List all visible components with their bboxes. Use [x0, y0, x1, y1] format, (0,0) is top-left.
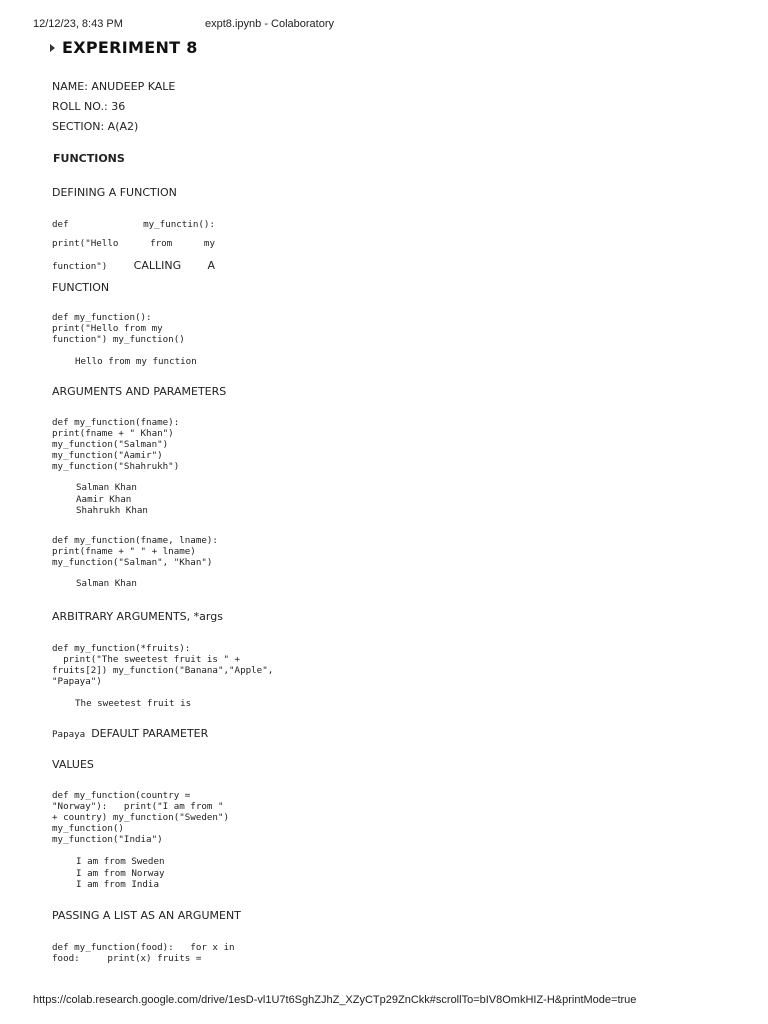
student-section: SECTION: A(A2) [52, 120, 139, 133]
heading-values: VALUES [52, 758, 94, 771]
justified-word: print("Hello [52, 238, 119, 249]
print-doc-title: expt8.ipynb - Colaboratory [205, 18, 335, 30]
student-name: NAME: ANUDEEP KALE [52, 80, 176, 93]
code-cell-default[interactable]: def my_function(country = "Norway"): print("I am from " + country) my_function("Sweden") my_function() my_function("India") [52, 790, 230, 845]
heading-calling-tail: FUNCTION [52, 281, 110, 294]
output-call: Hello from my function [75, 356, 197, 367]
heading-functions: FUNCTIONS [53, 152, 125, 165]
justified-word: function") [52, 261, 108, 272]
output-args1: Salman Khan Aamir Khan Shahrukh Khan [76, 482, 148, 516]
output-default: I am from Sweden I am from Norway I am from India [76, 856, 165, 890]
papaya-default-line [52, 727, 208, 741]
heading-default-param: DEFAULT PARAMETER [91, 727, 209, 740]
code-cell-args2[interactable]: def my_function(fname, lname): print(fname + " " + lname) my_function("Salman", "Khan") [52, 535, 218, 568]
heading-defining: DEFINING A FUNCTION [52, 186, 177, 199]
print-datetime: 12/12/23, 8:43 PM [33, 18, 123, 30]
output-arbitrary: The sweetest fruit is [75, 698, 192, 709]
heading-arbitrary: ARBITRARY ARGUMENTS, *args [52, 610, 223, 623]
justified-line-2 [52, 238, 215, 249]
student-roll: ROLL NO.: 36 [52, 100, 126, 113]
code-cell-args1[interactable]: def my_function(fname): print(fname + " Khan") my_function("Salman") my_function("Aamir") my_function("Shahrukh") [52, 417, 180, 472]
output-args2: Salman Khan [76, 578, 137, 589]
justified-word: A [207, 259, 215, 272]
justified-line-3 [52, 259, 215, 272]
page-title: EXPERIMENT 8 [62, 38, 198, 57]
collapse-triangle-icon[interactable] [50, 44, 55, 52]
justified-word: from [150, 238, 173, 249]
justified-line-1 [52, 219, 215, 230]
justified-word: my_functin(): [143, 219, 215, 230]
print-footer-url[interactable]: https://colab.research.google.com/drive/1esD-vl1U7t6SghZJhZ_XZyCTp29ZnCkk#scrollTo=bIV8OmkHIZ-H&printMode=true [33, 994, 637, 1006]
heading-arguments: ARGUMENTS AND PARAMETERS [52, 385, 227, 398]
code-cell-arbitrary[interactable]: def my_function(*fruits): print("The sweetest fruit is " + fruits[2]) my_function("Banana","Apple", "Papaya") [52, 643, 274, 687]
code-cell-call[interactable]: def my_function(): print("Hello from my function") my_function() [52, 312, 185, 345]
justified-word: def [52, 219, 69, 230]
justified-word: my [203, 238, 215, 249]
output-papaya: Papaya [52, 729, 86, 740]
justified-word: CALLING [133, 259, 182, 272]
code-cell-list[interactable]: def my_function(food): for x in food: print(x) fruits = [52, 942, 235, 964]
heading-passing-list: PASSING A LIST AS AN ARGUMENT [52, 909, 241, 922]
